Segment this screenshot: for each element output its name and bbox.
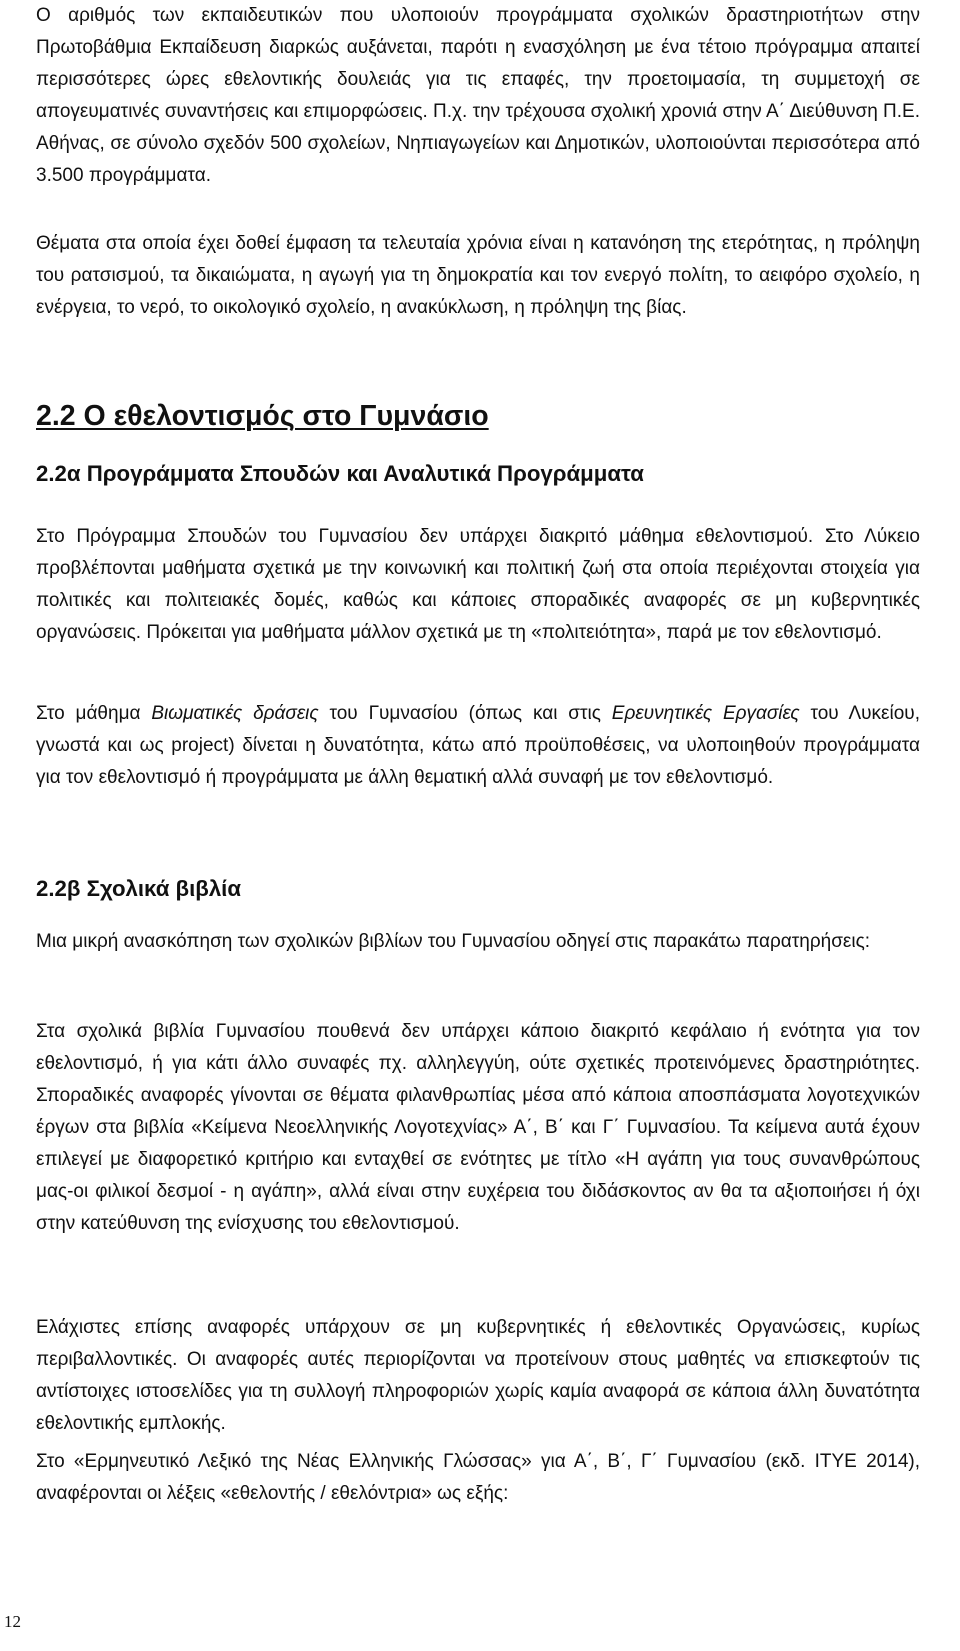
paragraph-textbook-review-intro: Μια μικρή ανασκόπηση των σχολικών βιβλίων του Γυμνασίου οδηγεί στις παρακάτω παρατηρήσεις: [36,931,871,952]
section-heading-2-2: 2.2 Ο εθελοντισμός στο Γυμνάσιο [36,400,489,432]
text-run: του Λυκείου, γνωστά και ως project) δίνεται η δυνατότητα, κάτω από προϋποθέσεις, να υλοποιηθούν προγράμματα για τον εθελοντισμό ή προγράμματα με άλλη θεματική αλλά συναφή με τον εθελοντισμό. [36,703,920,788]
paragraph-curriculum: Στο Πρόγραμμα Σπουδών του Γυμνασίου δεν υπάρχει διακριτό μάθημα εθελοντισμού. Στο Λύκειο προβλέπονται μαθήματα σχετικά με την κοινωνική και πολιτική ζωή στα οποία περιέχονται στοιχεία για πολιτικές και πολιτειακές δομές, καθώς και κάποιες σποραδικές αναφορές σε μη κυβερνητικές οργανώσεις. Πρόκειται για μαθήματα μάλλον σχετικά με τη «πολιτειότητα», παρά με τον εθελοντισμό. [36,526,920,643]
text-run: Στο μάθημα [36,703,152,724]
section-heading-2-2b: 2.2β Σχολικά βιβλία [36,876,242,901]
paragraph-program-themes: Θέματα στα οποία έχει δοθεί έμφαση τα τελευταία χρόνια είναι η κατανόηση της ετερότητας, η πρόληψη του ρατσισμού, τα δικαιώματα, η αγωγή για τη δημοκρατία και τον ενεργό πολίτη, το αειφόρο σχολείο, η ενέργεια, το νερό, το οικολογικό σχολείο, η ανακύκλωση, η πρόληψη της βίας. [36,233,920,318]
paragraph-primary-education-programs: Ο αριθμός των εκπαιδευτικών που υλοποιούν προγράμματα σχολικών δραστηριοτήτων στην Πρωτοβάθμια Εκπαίδευση διαρκώς αυξάνεται, παρότι η ενασχόληση με ένα τέτοιο πρόγραμμα απαιτεί περισσότερες ώρες εθελοντικής δουλειάς για τις επαφές, την προετοιμασία, τη συμμετοχή σε απογευματινές συναντήσεις και επιμορφώσεις. Π.χ. την τρέχουσα σχολική χρονιά στην Α΄ Διεύθυνση Π.Ε. Αθήνας, σε σύνολο σχεδόν 500 σχολείων, Νηπιαγωγείων και Δημοτικών, υλοποιούνται περισσότερα από 3.500 προγράμματα. [36,5,920,186]
page-number: 12 [4,1612,21,1631]
italic-term-experiential-actions: Βιωματικές δράσεις [151,703,319,724]
paragraph-textbooks-findings: Στα σχολικά βιβλία Γυμνασίου πουθενά δεν υπάρχει κάποιο διακριτό κεφάλαιο ή ενότητα για τον εθελοντισμό, ή για κάτι άλλο συναφές πχ. αλληλεγγύη, ούτε σχετικές προτεινόμενες δραστηριότητες. Σποραδικές αναφορές γίνονται σε θέματα φιλανθρωπίας μέσα από κάποια αποσπάσματα λογοτεχνικών έργων στα βιβλία «Κείμενα Νεοελληνικής Λογοτεχνίας» Α΄, Β΄ και Γ΄ Γυμνασίου. Τα κείμενα αυτά έχουν επιλεγεί με διαφορετικό κριτήριο και ενταχθεί σε ενότητες με τίτλο «Η αγάπη για τους συνανθρώπους μας-οι φιλικοί δεσμοί - η αγάπη», αλλά είναι στην ευχέρεια του διδάσκοντος αν θα τα αξιοποιήσει ή όχι στην κατεύθυνση της ενίσχυσης του εθελοντισμού. [36,1021,920,1234]
text-run: του Γυμνασίου (όπως και στις [318,703,612,724]
paragraph-experiential-actions [36,698,920,794]
paragraph-dictionary-reference: Στο «Ερμηνευτικό Λεξικό της Νέας Ελληνικής Γλώσσας» για Α΄, Β΄, Γ΄ Γυμνασίου (εκδ. ΙΤΥΕ 2014), αναφέρονται οι λέξεις «εθελοντής / εθελόντρια» ως εξής: [36,1451,920,1504]
paragraph-ngo-references: Ελάχιστες επίσης αναφορές υπάρχουν σε μη κυβερνητικές ή εθελοντικές Οργανώσεις, κυρίως περιβαλλοντικές. Οι αναφορές αυτές περιορίζονται να προτείνουν στους μαθητές να επισκεφτούν τις αντίστοιχες ιστοσελίδες για τη συλλογή πληροφοριών χωρίς καμία αναφορά σε κάποια άλλη δυνατότητα εθελοντικής εμπλοκής. [36,1317,920,1434]
italic-term-research-projects: Ερευνητικές Εργασίες [611,703,800,724]
section-heading-2-2a: 2.2α Προγράμματα Σπουδών και Αναλυτικά Προγράμματα [36,461,644,486]
